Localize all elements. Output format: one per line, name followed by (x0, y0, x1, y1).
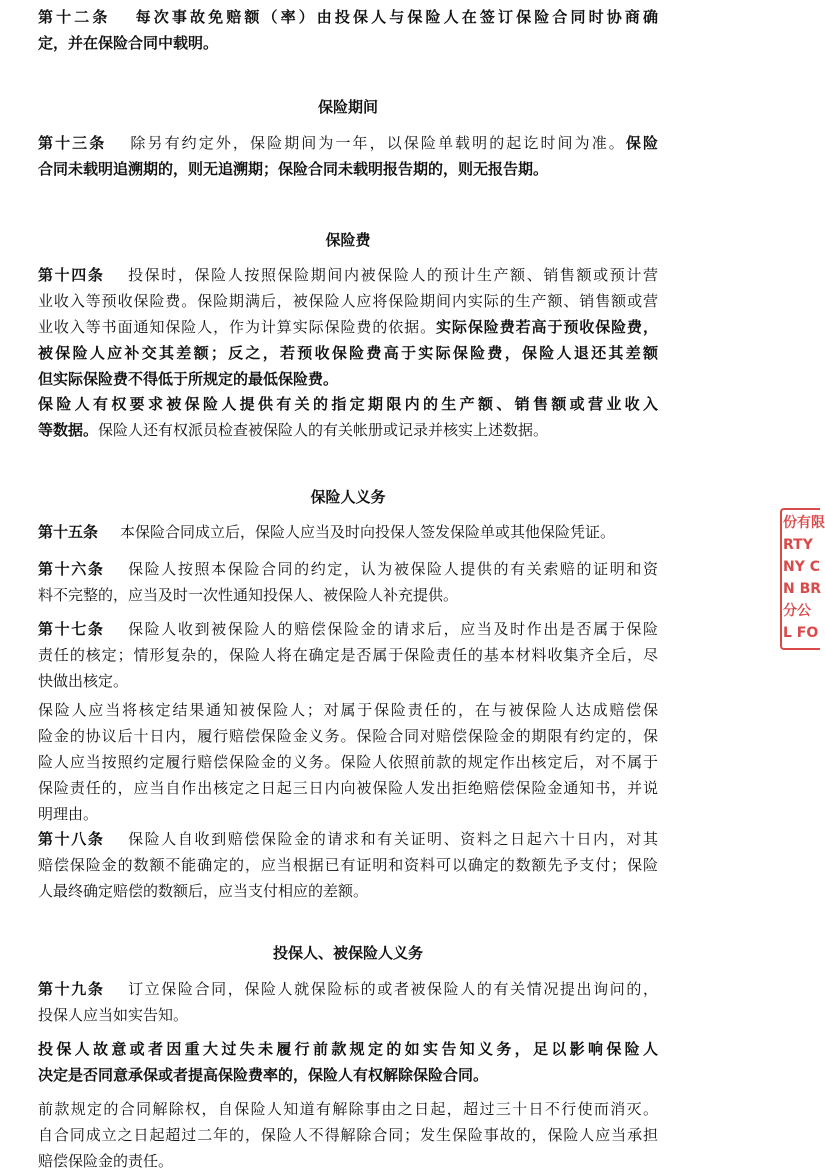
bold-text: 第十八条 (38, 830, 105, 848)
paragraph-line (38, 582, 658, 608)
body-text: 赔偿保险金的数额不能确定的，应当根据已有证明和资料可以确定的数额先予支付；保险 (38, 856, 658, 874)
section-heading: 保险费 (325, 231, 371, 249)
bold-text: 第十二条 (38, 8, 111, 26)
paragraph-line (38, 4, 658, 30)
body-text: 料不完整的，应当及时一次性通知投保人、被保险人补充提供。 (38, 586, 459, 604)
bold-text: 投保人故意或者因重大过失未履行前款规定的如实告知义务，足以影响保险人 (38, 1040, 658, 1058)
paragraph-line (38, 391, 658, 417)
body-text: 险金的协议后十日内，履行赔偿保险金义务。保险合同对赔偿保险金的期限有约定的，保 (38, 727, 658, 745)
bold-text: 但实际保险费不得低于所规定的最低保险费。 (38, 370, 339, 388)
body-text: 业收入等预收保险费。保险期满后，被保险人应将保险期间内实际的生产额、销售额或营 (38, 292, 658, 310)
paragraph-line (38, 976, 658, 1002)
body-text: 业收入等书面通知保险人，作为计算实际保险费的依据。 (38, 318, 437, 336)
seal-text-fragment: N BR (783, 581, 822, 597)
paragraph-line (38, 1062, 658, 1088)
body-text: 投保时，保险人按照保险期间内被保险人的预计生产额、销售额或预计营 (126, 266, 658, 284)
body-text: 本保险合同成立后，保险人应当及时向投保人签发保险单或其他保险凭证。 (120, 523, 616, 541)
body-text: 保险人还有权派员检查被保险人的有关帐册或记录并核实上述数据。 (98, 421, 549, 439)
body-text: 前款规定的合同解除权，自保险人知道有解除事由之日起，超过三十日不行使而消灭。 (38, 1100, 658, 1118)
paragraph-line (38, 1036, 658, 1062)
body-text: 自合同成立之日起超过二年的，保险人不得解除合同；发生保险事故的，保险人应当承担 (38, 1126, 658, 1144)
body-text: 责任的核定；情形复杂的，保险人将在确定是否属于保险责任的基本材料收集齐全后，尽 (38, 646, 658, 664)
bold-text: 每次事故免赔额（率）由投保人与保险人在签订保险合同时协商确 (132, 8, 658, 26)
seal-text-fragment: L FO (783, 625, 819, 641)
seal-text-fragment: 份有限 (783, 515, 825, 531)
paragraph-line (38, 801, 658, 827)
body-text: 除另有约定外，保险期间为一年，以保险单载明的起讫时间为准。 (128, 134, 626, 152)
bold-text: 被保险人应补交其差额；反之，若预收保险费高于实际保险费，保险人退还其差额 (38, 344, 658, 362)
paragraph-line (38, 642, 658, 668)
bold-text: 第十三条 (38, 134, 107, 152)
bold-text: 合同未载明追溯期的，则无追溯期；保险合同未载明报告期的，则无报告期。 (38, 160, 549, 178)
bold-text: 第十七条 (38, 620, 105, 638)
body-text: 投保人应当如实告知。 (38, 1006, 189, 1024)
bold-text: 第十四条 (38, 266, 105, 284)
body-text: 险人应当按照约定履行赔偿保险金的义务。保险人依照前款的规定作出核定后，对不属于 (38, 753, 658, 771)
paragraph-line (38, 1122, 658, 1148)
company-seal-stamp (780, 508, 825, 650)
paragraph-line (38, 417, 658, 443)
bold-text: 定，并在保险合同中载明。 (38, 34, 219, 52)
section-heading: 投保人、被保险人义务 (272, 944, 423, 962)
paragraph-line (38, 556, 658, 582)
body-text: 人最终确定赔偿的数额后，应当支付相应的差额。 (38, 882, 369, 900)
paragraph-line (38, 616, 658, 642)
body-text: 保险人应当将核定结果通知被保险人；对属于保险责任的，在与被保险人达成赔偿保 (38, 701, 658, 719)
paragraph-line (38, 697, 658, 723)
body-text: 订立保险合同，保险人就保险标的或者被保险人的有关情况提出询问的， (126, 980, 658, 998)
seal-text-fragment: 分公 (783, 603, 811, 619)
paragraph-line (38, 723, 658, 749)
paragraph-line (38, 340, 658, 366)
bold-text: 保险人有权要求被保险人提供有关的指定期限内的生产额、销售额或营业收入 (38, 395, 658, 413)
bold-text: 第十九条 (38, 980, 105, 998)
body-text: 保险人按照本保险合同的约定，认为被保险人提供的有关索赔的证明和资 (126, 560, 658, 578)
paragraph-line (38, 668, 658, 694)
seal-text-fragment: NY C (783, 559, 821, 575)
paragraph-line (38, 1148, 658, 1174)
body-text: 赔偿保险金的责任。 (38, 1152, 174, 1170)
section-heading: 保险人义务 (310, 488, 386, 506)
body-text: 保险人自收到赔偿保险金的请求和有关证明、资料之日起六十日内，对其 (126, 830, 658, 848)
paragraph-line (38, 852, 658, 878)
paragraph-line (38, 30, 658, 56)
bold-text: 第十五条 (38, 523, 99, 541)
bold-text: 实际保险费若高于预收保险费， (436, 318, 658, 336)
paragraph-line (38, 519, 658, 545)
paragraph-line (38, 156, 658, 182)
paragraph-line (38, 366, 658, 392)
paragraph-line (38, 130, 658, 156)
paragraph-line (38, 775, 658, 801)
paragraph-line (38, 314, 658, 340)
paragraph-line (38, 288, 658, 314)
body-text: 快做出核定。 (38, 672, 129, 690)
paragraph-line (38, 749, 658, 775)
paragraph-line (38, 826, 658, 852)
paragraph-line (38, 1002, 658, 1028)
paragraph-line (38, 1096, 658, 1122)
paragraph-line (38, 262, 658, 288)
bold-text: 决定是否同意承保或者提高保险费率的，保险人有权解除保险合同。 (38, 1066, 489, 1084)
paragraph-line (38, 878, 658, 904)
section-heading: 保险期间 (317, 98, 378, 116)
bold-text: 保险 (625, 134, 658, 152)
body-text: 保险责任的，应当自作出核定之日起三日内向被保险人发出拒绝赔偿保险金通知书，并说 (38, 779, 658, 797)
body-text: 保险人收到被保险人的赔偿保险金的请求后，应当及时作出是否属于保险 (126, 620, 658, 638)
bold-text: 等数据。 (38, 421, 99, 439)
seal-text-fragment: RTY (783, 537, 813, 553)
bold-text: 第十六条 (38, 560, 105, 578)
body-text: 明理由。 (38, 805, 99, 823)
